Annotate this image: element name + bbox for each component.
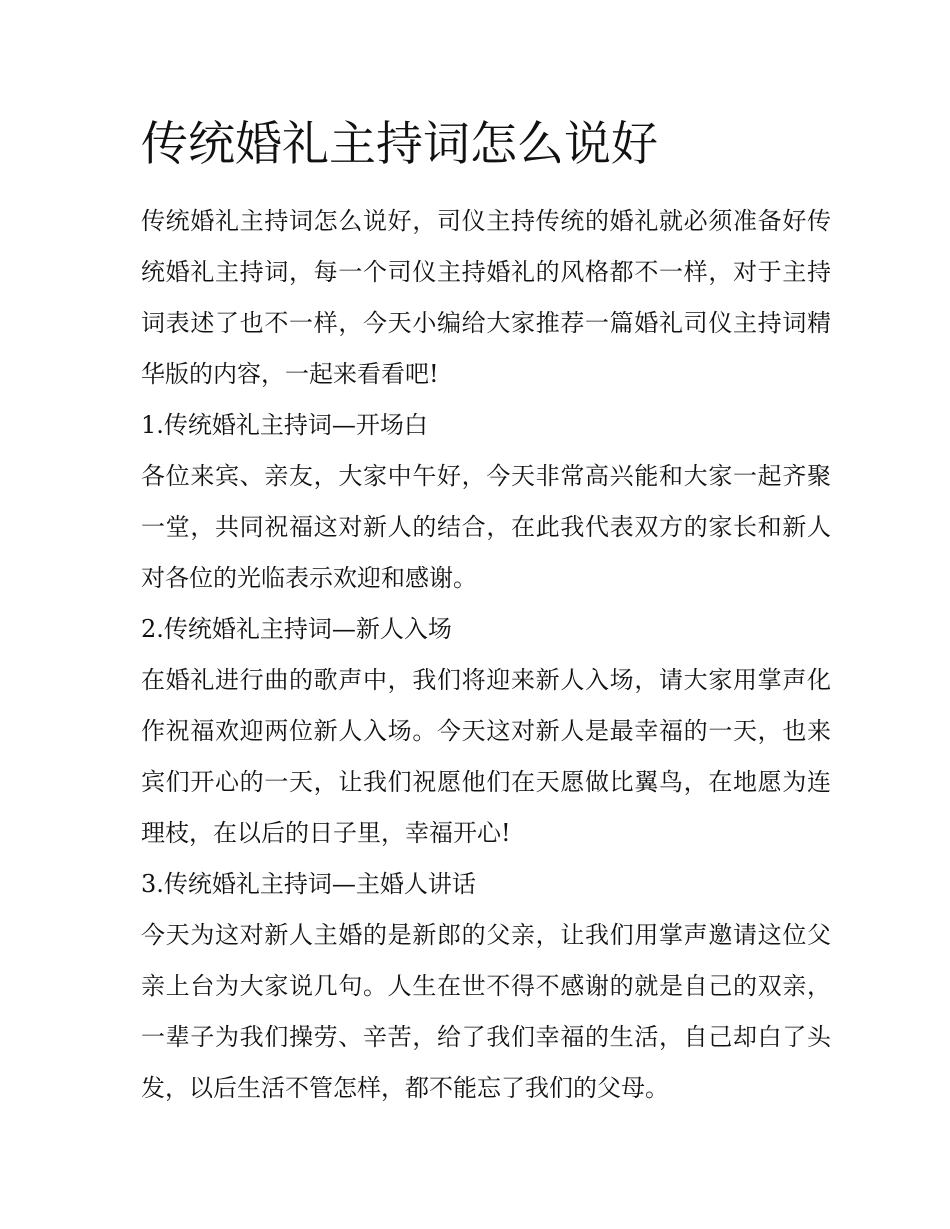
document-body: [141, 196, 831, 1114]
section-heading-opening: 1.传统婚礼主持词—开场白: [141, 411, 428, 439]
section-body-officiant-speech: 今天为这对新人主婚的是新郎的父亲，让我们用掌声邀请这位父亲上台为大家说几句。人生在世不得不感谢的就是自己的双亲，一辈子为我们操劳、辛苦，给了我们幸福的生活，自己却白了头发，以后生活不管怎样，都不能忘了我们的父母。: [141, 921, 831, 1102]
section-body-entrance: 在婚礼进行曲的歌声中，我们将迎来新人入场，请大家用掌声化作祝福欢迎两位新人入场。今天这对新人是最幸福的一天，也来宾们开心的一天，让我们祝愿他们在天愿做比翼鸟，在地愿为连理枝，在以后的日子里，幸福开心!: [141, 666, 831, 847]
section-heading-officiant-speech: 3.传统婚礼主持词—主婚人讲话: [141, 870, 476, 898]
intro-paragraph: 传统婚礼主持词怎么说好，司仪主持传统的婚礼就必须准备好传统婚礼主持词，每一个司仪主持婚礼的风格都不一样，对于主持词表述了也不一样，今天小编给大家推荐一篇婚礼司仪主持词精华版的内容，一起来看看吧!: [141, 207, 831, 388]
section-body-opening: 各位来宾、亲友，大家中午好，今天非常高兴能和大家一起齐聚一堂，共同祝福这对新人的结合，在此我代表双方的家长和新人对各位的光临表示欢迎和感谢。: [141, 462, 831, 592]
document-title: 传统婚礼主持词怎么说好: [141, 117, 658, 172]
section-heading-entrance: 2.传统婚礼主持词—新人入场: [141, 615, 452, 643]
